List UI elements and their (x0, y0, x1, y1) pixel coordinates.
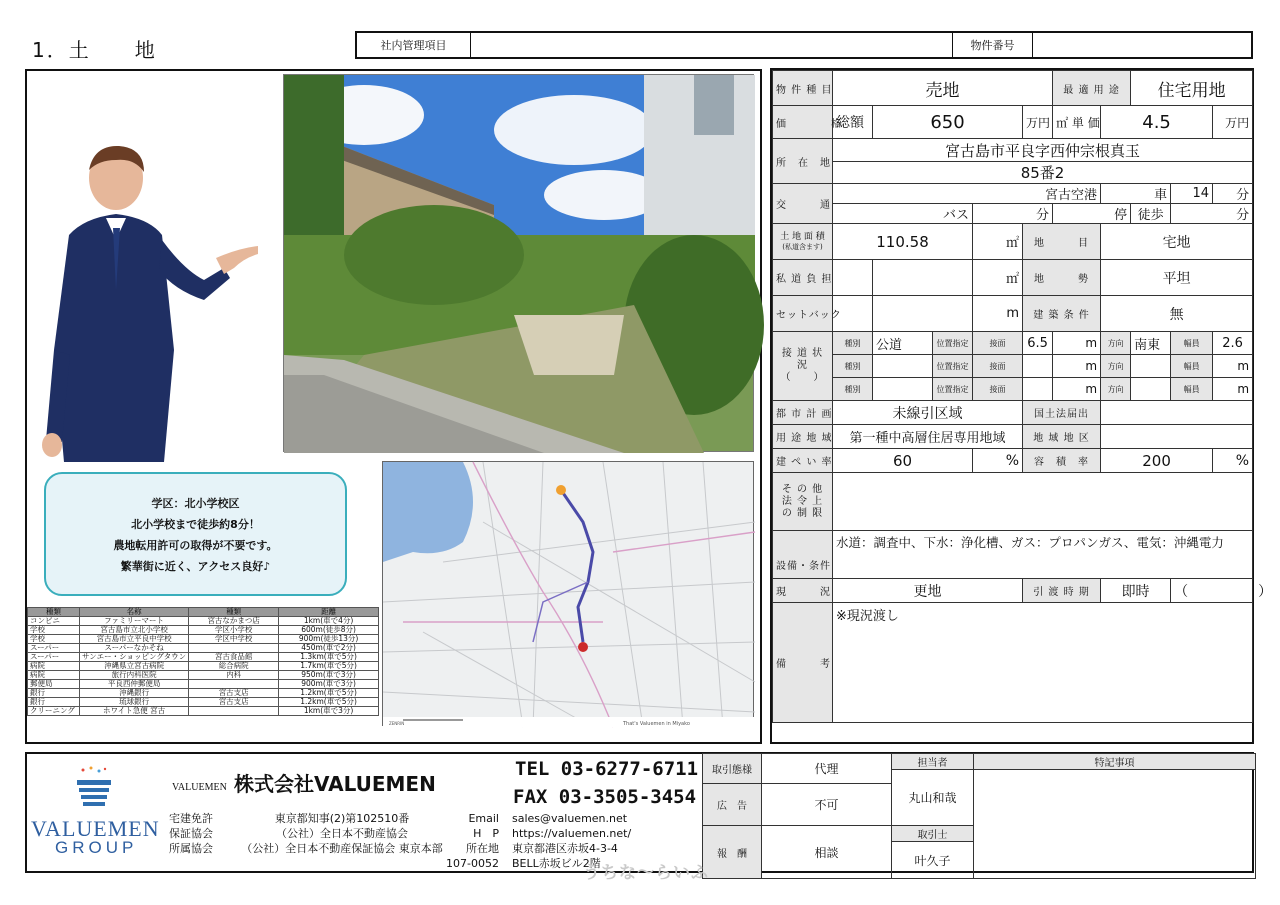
road2-width-unit: m (1213, 355, 1253, 378)
kokudo-value (1101, 401, 1253, 425)
company-name: 株式会社VALUEMEN (234, 772, 436, 796)
bubble-line-2: 北小学校まで徒歩約8分！ (131, 517, 260, 531)
facility-cell: スーパー (28, 644, 80, 653)
bubble-line-3: 農地転用許可の取得が不要です。 (113, 538, 278, 552)
bubble-line-1: 学区：北小学校区 (151, 496, 240, 510)
facility-cell: 銀行 (28, 689, 80, 698)
company-fax: FAX 03-3505-3454 (513, 786, 697, 808)
road2-width-label: 幅員 (1171, 355, 1213, 378)
road2-face (1023, 355, 1053, 378)
page-title: 1．土 地 (32, 38, 157, 62)
station-name: 宮古空港 (833, 184, 1101, 204)
road3-face-unit: m (1053, 378, 1101, 401)
road3-kind (873, 378, 933, 401)
road3-pos-label: 位置指定 (933, 378, 973, 401)
road2-kind-label: 種別 (833, 355, 873, 378)
road1-width-label: 幅員 (1171, 332, 1213, 355)
facility-cell: 郵便局 (28, 680, 80, 689)
company-tel: TEL 03-6277-6711 (515, 758, 699, 780)
facility-cell: スーパー (28, 653, 80, 662)
road2-face-unit: m (1053, 355, 1101, 378)
road-label: 接 道 状 況 （ ） (773, 332, 833, 401)
location-line-2: 85番2 (833, 162, 1253, 184)
facility-cell: 1.7km(車で5分) (279, 662, 379, 671)
setback-label: セットバック (773, 296, 833, 332)
remarks-value: ※現況渡し (833, 603, 1253, 723)
facility-cell: 宮古なかまつ店 (189, 617, 279, 626)
facilities-header-cell: 名称 (80, 608, 189, 617)
agent-value: 叶久子 (892, 842, 974, 879)
youto-label: 用 途 地 域 (773, 425, 833, 449)
facility-cell: 学校 (28, 635, 80, 644)
chisei-value: 平坦 (1101, 260, 1253, 296)
status-value: 更地 (833, 579, 1023, 603)
addr-value: 東京都港区赤坂4-3-4 (512, 842, 618, 855)
road1-dir: 南東 (1131, 332, 1171, 355)
license-values (232, 811, 452, 856)
logo-text-1: VALUEMEN (31, 816, 160, 841)
private-road-blank (833, 260, 873, 296)
facility-row (28, 707, 379, 716)
road1-pos-label: 位置指定 (933, 332, 973, 355)
type-value: 売地 (833, 71, 1053, 106)
walk-minute-unit: 分 (1171, 204, 1253, 224)
bukken-label: 物件番号 (953, 33, 1033, 57)
road1-kind: 公道 (873, 332, 933, 355)
bcr-unit: % (973, 449, 1023, 473)
contact-labels (446, 811, 499, 871)
map-illustration (383, 462, 755, 727)
facility-cell: 宮古島市立平良中学校 (80, 635, 189, 644)
license-label: 宅建免許 (169, 812, 213, 825)
email-label: Email (468, 812, 499, 825)
road3-dir (1131, 378, 1171, 401)
watermark: うちな～らいふ (583, 863, 709, 883)
district-label: 地 域 地 区 (1023, 425, 1101, 449)
company-logo-icon (77, 766, 111, 810)
use-label: 最 適 用 途 (1053, 71, 1131, 106)
deal-mode-value: 代理 (762, 754, 892, 784)
map-footer-text: That's Valuemen in Miyako (623, 721, 690, 727)
area-value: 110.58 (833, 224, 973, 260)
facilities-header-cell: 距離 (279, 608, 379, 617)
build-cond-value: 無 (1101, 296, 1253, 332)
facility-cell: 1km(車で3分) (279, 707, 379, 716)
license-labels (169, 811, 213, 856)
far-unit: % (1213, 449, 1253, 473)
traffic-label: 交 通 (773, 184, 833, 224)
facility-cell: 宮古支店 (189, 689, 279, 698)
person-illustration (34, 140, 269, 462)
area-sub-label: (私道含ます) (782, 242, 823, 251)
facility-cell: 平良西仲郵便局 (80, 680, 189, 689)
chimoku-label: 地 目 (1023, 224, 1101, 260)
location-map (382, 461, 754, 726)
map-copyright: ZENRIN (389, 721, 405, 726)
email-value[interactable]: sales@valuemen.net (512, 812, 628, 825)
private-road-value (873, 260, 973, 296)
stop-label: 停 (1053, 204, 1131, 224)
hp-label: H P (473, 827, 499, 840)
spec-table (772, 70, 1273, 723)
facility-cell: 1.2km(車で5分) (279, 698, 379, 707)
build-cond-label: 建 築 条 件 (1023, 296, 1101, 332)
facility-cell: ホワイト急便 宮古 (80, 707, 189, 716)
facility-cell: 950m(車で3分) (279, 671, 379, 680)
other-restriction-value (833, 473, 1253, 531)
car-minute-unit: 分 (1213, 184, 1253, 204)
road3-dir-label: 方向 (1101, 378, 1131, 401)
walk-label: 徒歩 (1131, 204, 1171, 224)
chimoku-value: 宅地 (1101, 224, 1253, 260)
facility-cell: 旅行内科医院 (80, 671, 189, 680)
road3-width-label: 幅員 (1171, 378, 1213, 401)
road1-face-unit: m (1053, 332, 1101, 355)
building-value: BELL赤坂ビル2階 (512, 857, 601, 870)
facility-cell: クリーニング (28, 707, 80, 716)
unit-price-value: 4.5 (1101, 106, 1213, 139)
location-label: 所 在 地 (773, 139, 833, 184)
addr-label: 所在地 (466, 842, 499, 855)
facilities-header-cell: 種類 (28, 608, 80, 617)
deal-table (702, 753, 1256, 879)
far-label: 容 積 率 (1023, 449, 1101, 473)
road3-kind-label: 種別 (833, 378, 873, 401)
chisei-label: 地 勢 (1023, 260, 1101, 296)
management-bar (355, 31, 1253, 59)
spec-panel (770, 68, 1273, 744)
type-label: 物 件 種 目 (773, 71, 833, 106)
guarantee-label: 保証協会 (169, 827, 213, 840)
guarantee-value: （公社）全日本不動産協会 (276, 827, 408, 840)
facility-cell: 宮古支店 (189, 698, 279, 707)
road1-face: 6.5 (1023, 332, 1053, 355)
handover-paren: （ ） (1171, 579, 1253, 603)
assoc-label: 所属協会 (169, 842, 213, 855)
total-price-unit: 万円 (1023, 106, 1053, 139)
facility-cell: 沖縄銀行 (80, 689, 189, 698)
private-road-unit: ㎡ (973, 260, 1023, 296)
staff-label: 担当者 (892, 754, 974, 770)
facility-cell: 琉球銀行 (80, 698, 189, 707)
special-label: 特記事項 (974, 754, 1256, 770)
facility-cell: 1.3km(車で5分) (279, 653, 379, 662)
facilities-header-cell: 種類 (189, 608, 279, 617)
price-label: 価 格 (773, 106, 833, 139)
facility-cell: 学区中学校 (189, 635, 279, 644)
bcr-value: 60 (833, 449, 973, 473)
facility-cell: 病院 (28, 662, 80, 671)
unit-price-label: ㎡ 単 価 (1053, 106, 1101, 139)
agent-label: 取引士 (892, 826, 974, 842)
kokudo-label: 国土法届出 (1023, 401, 1101, 425)
facility-cell: 1.2km(車で5分) (279, 689, 379, 698)
youto-value: 第一種中高層住居専用地域 (833, 425, 1023, 449)
facility-cell: ファミリーマート (80, 617, 189, 626)
handover-label: 引 渡 時 期 (1023, 579, 1101, 603)
road1-dir-label: 方向 (1101, 332, 1131, 355)
staff-value: 丸山和哉 (892, 770, 974, 826)
status-label: 現 況 (773, 579, 833, 603)
facility-cell: 900m(車で3分) (279, 680, 379, 689)
facility-cell: 学区小学校 (189, 626, 279, 635)
private-road-label: 私 道 負 担 (773, 260, 833, 296)
facility-cell: 内科 (189, 671, 279, 680)
car-minutes: 14 (1171, 184, 1213, 204)
location-line-1: 宮古島市平良字西仲宗根真玉 (833, 139, 1253, 162)
property-photo (283, 74, 754, 452)
city-plan-value: 未線引区域 (833, 401, 1023, 425)
road2-dir (1131, 355, 1171, 378)
facility-cell: 1km(車で4分) (279, 617, 379, 626)
facility-cell: コンビニ (28, 617, 80, 626)
car-label: 車 (1101, 184, 1171, 204)
facility-cell: 宮古島市立北小学校 (80, 626, 189, 635)
far-value: 200 (1101, 449, 1213, 473)
ad-label: 広 告 (703, 784, 762, 826)
mgmt-value (471, 33, 953, 57)
special-value (974, 770, 1256, 879)
area-label: 土 地 面 積 (780, 231, 825, 242)
road3-face-label: 接面 (973, 378, 1023, 401)
school-info-bubble (44, 472, 347, 596)
fee-value: 相談 (762, 826, 892, 879)
facility-cell: 学校 (28, 626, 80, 635)
district-value (1101, 425, 1253, 449)
facility-cell: スーパーなかそね (80, 644, 189, 653)
equipment-label: 設備・条件 (773, 531, 833, 579)
road3-face (1023, 378, 1053, 401)
photo-illustration (284, 75, 755, 453)
area-unit: ㎡ (973, 224, 1023, 260)
bus-minute-unit: 分 (973, 204, 1053, 224)
nearby-facilities-table (27, 607, 379, 716)
zip-code: 107-0052 (446, 857, 499, 870)
total-price-value: 650 (873, 106, 1023, 139)
facility-cell: 沖縄県立宮古病院 (80, 662, 189, 671)
area-label-cell (773, 224, 833, 260)
facility-cell: 病院 (28, 671, 80, 680)
road1-width: 2.6 (1213, 332, 1253, 355)
unit-price-unit: 万円 (1213, 106, 1253, 139)
facility-cell: 総合病院 (189, 662, 279, 671)
road1-face-label: 接面 (973, 332, 1023, 355)
setback-value (873, 296, 973, 332)
facility-cell: サンエー・ショッピングタウン (80, 653, 189, 662)
road1-kind-label: 種別 (833, 332, 873, 355)
assoc-value: （公社）全日本不動産保証協会 東京本部 (241, 842, 443, 855)
bubble-line-4: 繁華街に近く、アクセス良好♪ (120, 559, 271, 573)
company-footer (25, 752, 1254, 873)
bus-label: バス (833, 204, 973, 224)
remarks-label: 備 考 (773, 603, 833, 723)
fee-label: 報 酬 (703, 826, 762, 879)
facility-cell: 450m(車で2分) (279, 644, 379, 653)
license-value: 東京都知事(2)第102510番 (274, 812, 410, 825)
hp-value[interactable]: https://valuemen.net/ (512, 827, 632, 840)
road2-dir-label: 方向 (1101, 355, 1131, 378)
road3-width-unit: m (1213, 378, 1253, 401)
facility-cell: 900m(徒歩13分) (279, 635, 379, 644)
facility-cell: 600m(徒歩8分) (279, 626, 379, 635)
logo-text-2: GROUP (55, 838, 138, 857)
use-value: 住宅用地 (1131, 71, 1253, 106)
total-label: 総額 (833, 106, 873, 139)
facility-cell: 宮古食品館 (189, 653, 279, 662)
agent-figure (34, 140, 269, 462)
road2-kind (873, 355, 933, 378)
other-restriction-label: そ の 他 法 令 上 の 制 限 (773, 473, 833, 531)
mgmt-label: 社内管理項目 (357, 33, 471, 57)
bukken-value (1033, 33, 1251, 57)
equipment-value: 水道：調査中、下水：浄化槽、ガス：プロパンガス、電気：沖縄電力 (833, 531, 1253, 579)
handover-value: 即時 (1101, 579, 1171, 603)
road2-pos-label: 位置指定 (933, 355, 973, 378)
setback-unit: m (973, 296, 1023, 332)
deal-mode-label: 取引態様 (703, 754, 762, 784)
road2-face-label: 接面 (973, 355, 1023, 378)
facility-cell (189, 707, 279, 716)
facility-cell: 銀行 (28, 698, 80, 707)
small-logo: VALUEMEN (172, 782, 227, 793)
ad-value: 不可 (762, 784, 892, 826)
city-plan-label: 都 市 計 画 (773, 401, 833, 425)
bcr-label: 建 ぺ い 率 (773, 449, 833, 473)
